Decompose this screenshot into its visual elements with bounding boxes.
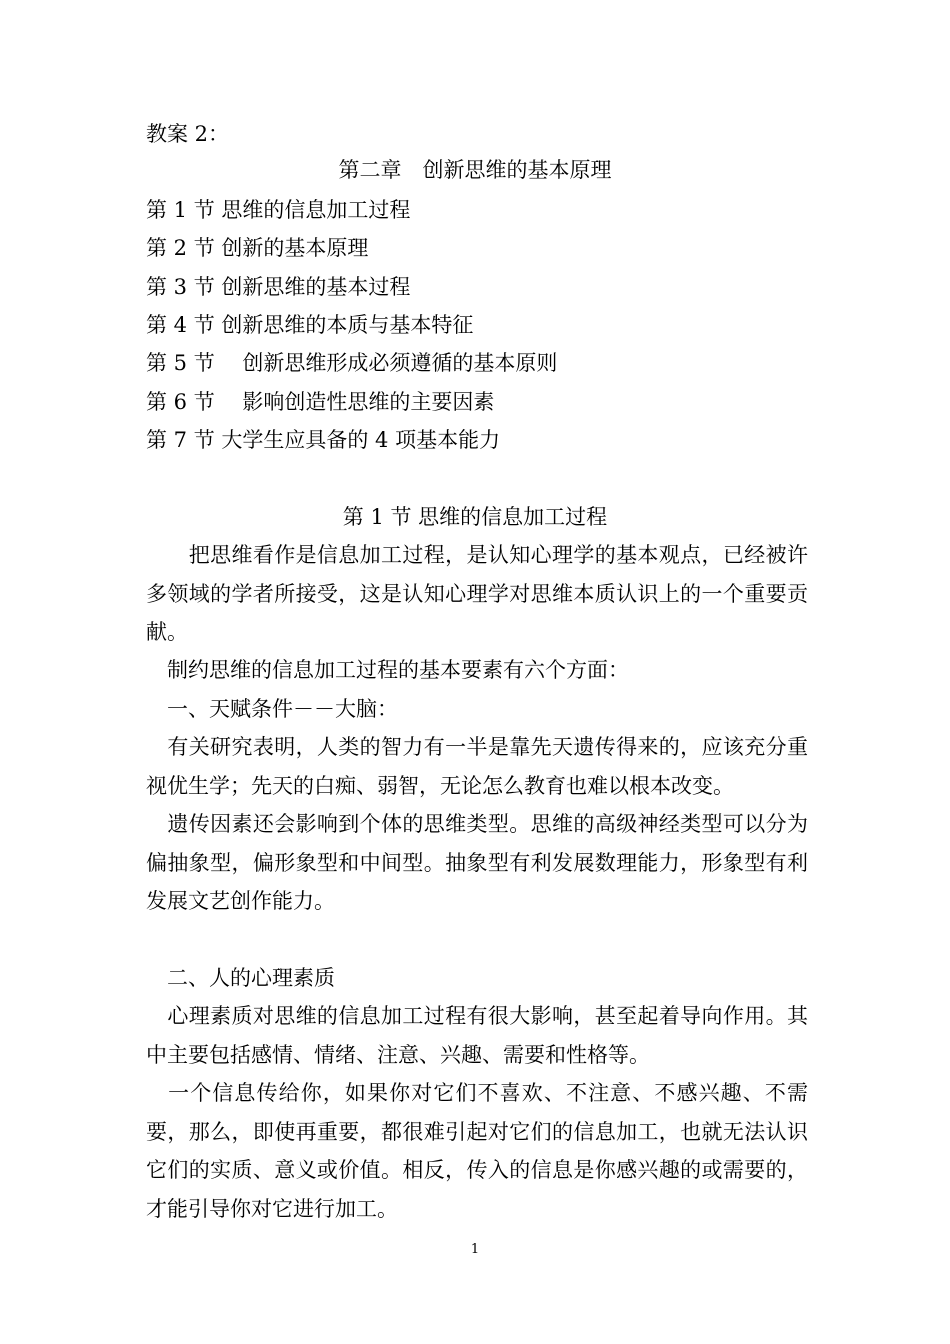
paragraph-intro: 把思维看作是信息加工过程，是认知心理学的基本观点，已经被许多领域的学者所接受，这是认知心理学对思维本质认识上的一个重要贡献。 — [146, 543, 808, 644]
lesson-label: 教案 2： — [146, 122, 230, 146]
paragraph-elements: 制约思维的信息加工过程的基本要素有六个方面： — [146, 658, 629, 682]
paragraph-psychology: 心理素质对思维的信息加工过程有很大影响，甚至起着导向作用。其中主要包括感情、情绪、注意、兴趣、需要和性格等。 — [146, 1004, 808, 1067]
toc-item: 第 1 节 思维的信息加工过程 — [146, 198, 411, 222]
toc-item: 第 4 节 创新思维的本质与基本特征 — [146, 313, 474, 337]
subheading-talent: 一、天赋条件－－大脑： — [146, 697, 398, 721]
paragraph-heredity: 有关研究表明，人类的智力有一半是靠先天遗传得来的，应该充分重视优生学；先天的白痴、弱智，无论怎么教育也难以根本改变。 — [146, 735, 808, 798]
page-number: 1 — [470, 1242, 480, 1257]
subheading-psychology: 二、人的心理素质 — [146, 966, 335, 990]
toc-item: 第 7 节 大学生应具备的 4 项基本能力 — [146, 428, 501, 452]
toc-item: 第 5 节 创新思维形成必须遵循的基本原则 — [146, 351, 558, 375]
paragraph-interest: 一个信息传给你，如果你对它们不喜欢、不注意、不感兴趣、不需要，那么，即使再重要，都很难引起对它们的信息加工，也就无法认识它们的实质、意义或价值。相反，传入的信息是你感兴趣的或需要的，才能引导你对它进行加工。 — [146, 1081, 808, 1221]
paragraph-thinking-type: 遗传因素还会影响到个体的思维类型。思维的高级神经类型可以分为偏抽象型，偏形象型和中间型。抽象型有利发展数理能力，形象型有利发展文艺创作能力。 — [146, 812, 808, 913]
toc-item: 第 2 节 创新的基本原理 — [146, 236, 369, 260]
toc-item: 第 3 节 创新思维的基本过程 — [146, 275, 411, 299]
chapter-title: 第二章 创新思维的基本原理 — [338, 158, 612, 182]
section-title: 第 1 节 思维的信息加工过程 — [342, 505, 608, 529]
toc-item: 第 6 节 影响创造性思维的主要因素 — [146, 390, 495, 414]
